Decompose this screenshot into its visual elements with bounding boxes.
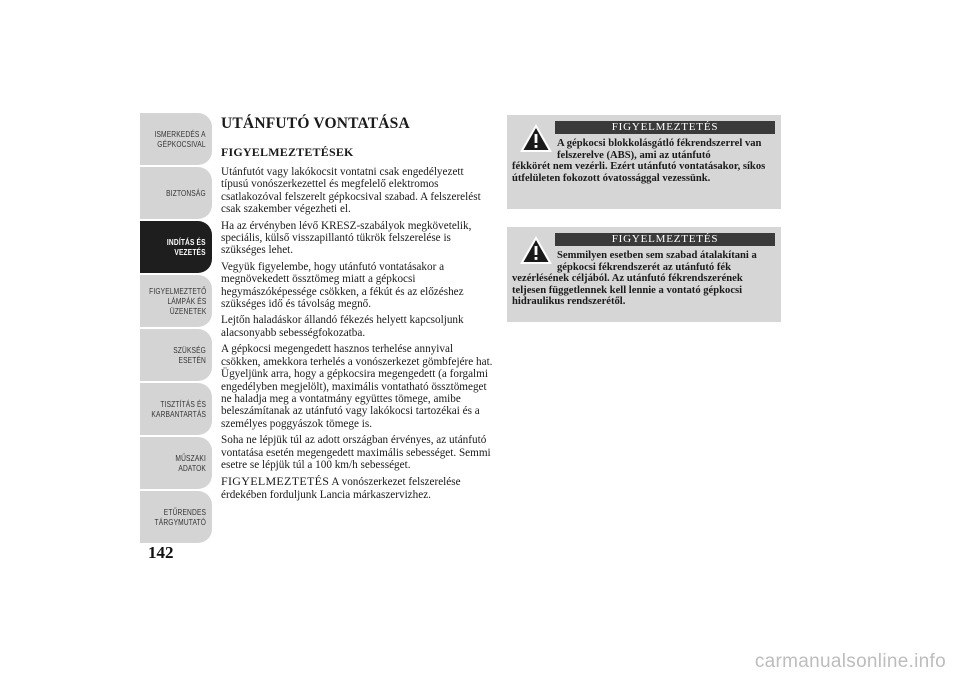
warning-box <box>507 227 781 322</box>
tab-figyelmezteto-lampak[interactable] <box>140 275 212 327</box>
tab-muszaki-adatok[interactable] <box>140 437 212 489</box>
paragraph: Ha az érvényben lévő KRESZ-szabályok megkövetelik, speciális, külső visszapillantó tükrök felszerelése is szükséges lehet. <box>221 219 472 257</box>
tab-tisztitas[interactable] <box>140 383 212 435</box>
page-title: UTÁNFUTÓ VONTATÁSA <box>221 115 410 132</box>
tab-szukseg-eseten[interactable] <box>140 329 212 381</box>
tab-label: TISZTÍTÁS ÉS KARBANTARTÁS <box>151 399 206 419</box>
tab-label: SZÜKSÉG ESETÉN <box>173 345 206 365</box>
tab-label: BIZTONSÁG <box>166 188 206 198</box>
warning-heading: FIGYELMEZTETÉS <box>555 121 775 134</box>
tab-label: ETŰRENDES TÁRGYMUTATÓ <box>154 507 206 527</box>
tab-inditas-es-vezetes[interactable] <box>140 221 212 273</box>
tab-label: FIGYELMEZTETŐ LÁMPÁK ÉS ÜZENETEK <box>148 286 206 316</box>
paragraph: Lejtőn haladáskor állandó fékezés helyett kapcsoljunk alacsonyabb sebességfokozatba. <box>221 314 464 339</box>
warning-text-line1: Semmilyen esetben sem szabad átalakítani a gépkocsi fékrendszerét az utánfutó fék <box>557 250 757 273</box>
warning-heading: FIGYELMEZTETÉS <box>555 233 775 246</box>
warning-text-rest: fékkörét nem vezérli. Ezért utánfutó vontatásakor, síkos útfelületen fokozott óvatossággal vezessünk. <box>512 161 766 184</box>
warning-triangle-icon <box>519 123 553 153</box>
paragraph: A gépkocsi megengedett hasznos terhelése annyival csökken, amekkora terhelés a vonószerkezet gömbfejére hat. Ügyeljünk arra, hogy a gépkocsira megengedett (a forgalmi engedélyben megjelölt), maximális vontatható össztömeget ne haladja meg a vontatmány együttes tömege, amibe beleszámítanak az utánfutó vagy lakókocsi tartozékai és a személyes poggyászok tömege is. <box>221 343 493 430</box>
tab-targymutato[interactable] <box>140 491 212 543</box>
section-subtitle: FIGYELMEZTETÉSEK <box>221 145 354 159</box>
warning-text-rest: vezérlésének céljából. Az utánfutó fékrendszerének teljesen függetlennek kell lennie a vontató gépkocsi hidraulikus rendszerétől. <box>512 273 743 308</box>
page-number: 142 <box>148 543 174 562</box>
tab-ismerkedes[interactable] <box>140 113 212 165</box>
paragraph: Soha ne lépjük túl az adott országban érvényes, az utánfutó vontatása esetén megengedett maximális sebességet. Semmi esetre se lépjük túl a 100 km/h sebességet. <box>221 434 491 471</box>
warning-triangle-icon <box>519 235 553 265</box>
tab-label: ISMERKEDÉS A GÉPKOCSIVAL <box>154 129 206 149</box>
warning-text-line1: A gépkocsi blokkolásgátló fékrendszerrel van felszerelve (ABS), ami az utánfutó <box>557 138 762 161</box>
tab-label: INDÍTÁS ÉS VEZETÉS <box>167 237 206 257</box>
main-column <box>221 115 493 505</box>
paragraph: Utánfutót vagy lakókocsit vontatni csak engedélyezett típusú vonószerkezettel és megfelelő elektromos csatlakozóval felszerelt gépkocsival szabad. A felszerelést csak szakember végezheti el. <box>221 166 481 216</box>
watermark: carmanualsonline.info <box>754 651 946 672</box>
warning-lead-text: A vonószerkezet felszerelése érdekében forduljunk Lancia márkaszervizhez. <box>221 476 461 501</box>
tab-label: MŰSZAKI ADATOK <box>175 453 206 473</box>
warning-lead: FIGYELMEZTETÉS <box>221 474 330 489</box>
warning-box <box>507 115 781 209</box>
paragraph: Vegyük figyelembe, hogy utánfutó vontatásakor a megnövekedett össztömeg miatt a gépkocsi hegymászóképessége csökken, a fékút és az előzéshez szükséges idő és távolság megnő. <box>221 260 464 311</box>
paragraph-last <box>221 475 493 501</box>
tab-biztonsag[interactable] <box>140 167 212 219</box>
